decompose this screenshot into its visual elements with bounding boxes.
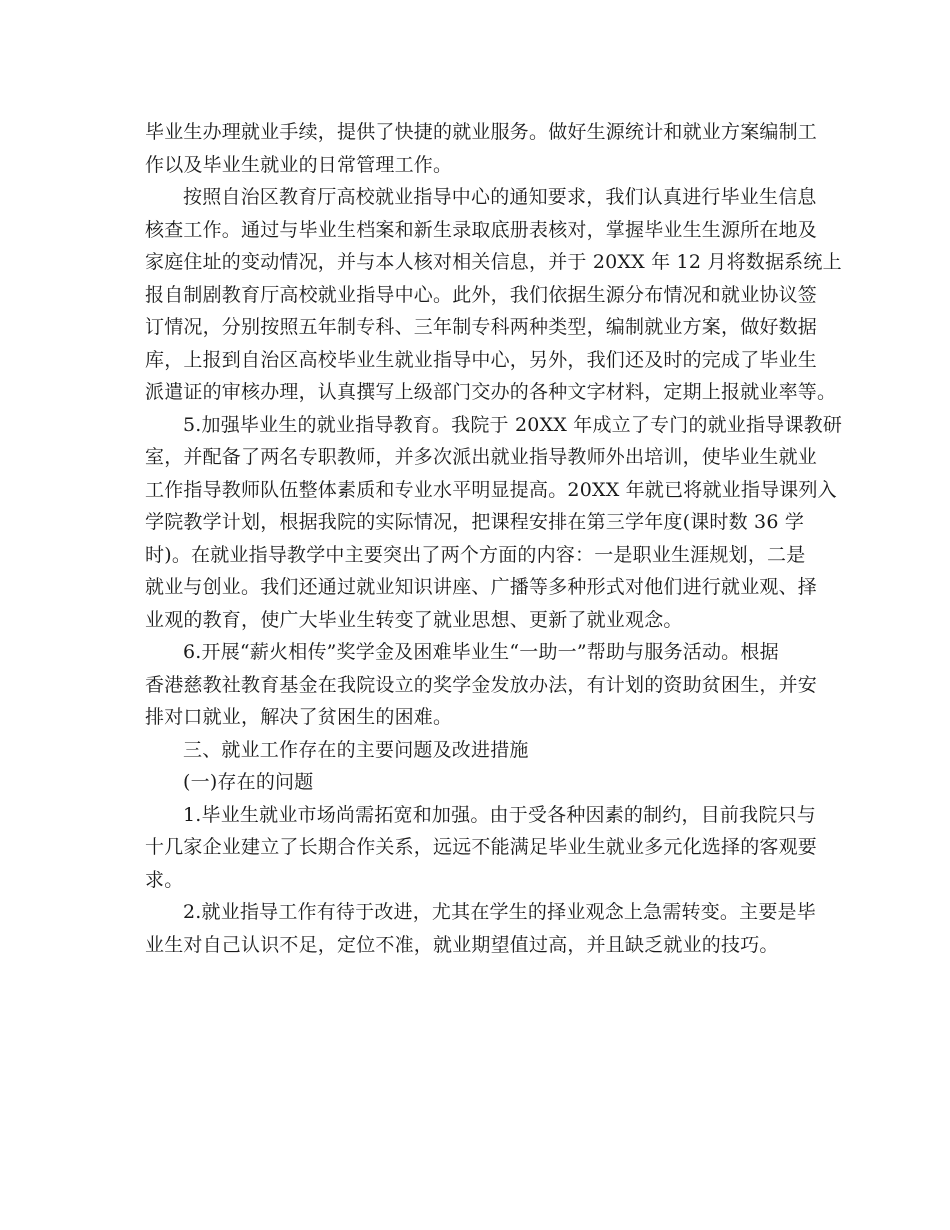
text-line: 5.加强毕业生的就业指导教育。我院于 20XX 年成立了专门的就业指导课教研 <box>183 413 843 436</box>
document-body <box>145 116 843 961</box>
text-line: 三、就业工作存在的主要问题及改进措施 <box>183 738 529 761</box>
text-line: 核查工作。通过与毕业生档案和新生录取底册表核对，掌握毕业生生源所在地及 <box>145 218 818 241</box>
text-line: 业生对自己认识不足，定位不准，就业期望值过高，并且缺乏就业的技巧。 <box>145 933 779 956</box>
text-line: 按照自治区教育厅高校就业指导中心的通知要求，我们认真进行毕业生信息 <box>183 186 817 208</box>
text-line: 就业与创业。我们还通过就业知识讲座、广播等多种形式对他们进行就业观、择 <box>145 576 818 598</box>
text-line: 1.毕业生就业市场尚需拓宽和加强。由于受各种因素的制约，目前我院只与 <box>183 803 816 826</box>
text-line: (一)存在的问题 <box>183 771 314 793</box>
text-line: 香港慈教社教育基金在我院设立的奖学金发放办法，有计划的资助贫困生，并安 <box>145 673 818 696</box>
text-line: 时)。在就业指导教学中主要突出了两个方面的内容：一是职业生涯规划，二是 <box>145 543 806 566</box>
text-line: 6.开展“薪火相传”奖学金及困难毕业生“一助一”帮助与服务活动。根据 <box>183 641 779 663</box>
text-line: 报自制剧教育厅高校就业指导中心。此外，我们依据生源分布情况和就业协议签 <box>145 283 818 306</box>
text-line: 作以及毕业生就业的日常管理工作。 <box>145 153 453 176</box>
text-line: 订情况，分别按照五年制专科、三年制专科两种类型，编制就业方案，做好数据 <box>145 316 818 338</box>
text-line: 学院教学计划，根据我院的实际情况，把课程安排在第三学年度(课时数 36 学 <box>145 511 805 533</box>
text-line: 派遣证的审核办理，认真撰写上级部门交办的各种文字材料，定期上报就业率等。 <box>145 381 837 403</box>
text-line: 家庭住址的变动情况，并与本人核对相关信息，并于 20XX 年 12 月将数据系统上 <box>145 251 842 273</box>
text-line: 求。 <box>145 868 184 891</box>
text-line: 2.就业指导工作有待于改进，尤其在学生的择业观念上急需转变。主要是毕 <box>183 901 816 923</box>
text-line: 排对口就业，解决了贫困生的困难。 <box>145 706 453 728</box>
text-line: 十几家企业建立了长期合作关系，远远不能满足毕业生就业多元化选择的客观要 <box>145 836 818 858</box>
text-line: 工作指导教师队伍整体素质和专业水平明显提高。20XX 年就已将就业指导课列入 <box>145 478 837 501</box>
text-line: 毕业生办理就业手续，提供了快捷的就业服务。做好生源统计和就业方案编制工 <box>145 121 818 143</box>
text-line: 室，并配备了两名专职教师，并多次派出就业指导教师外出培训，使毕业生就业 <box>145 446 818 468</box>
text-line: 库，上报到自治区高校毕业生就业指导中心，另外，我们还及时的完成了毕业生 <box>145 348 818 371</box>
text-line: 业观的教育，使广大毕业生转变了就业思想、更新了就业观念。 <box>145 608 683 631</box>
